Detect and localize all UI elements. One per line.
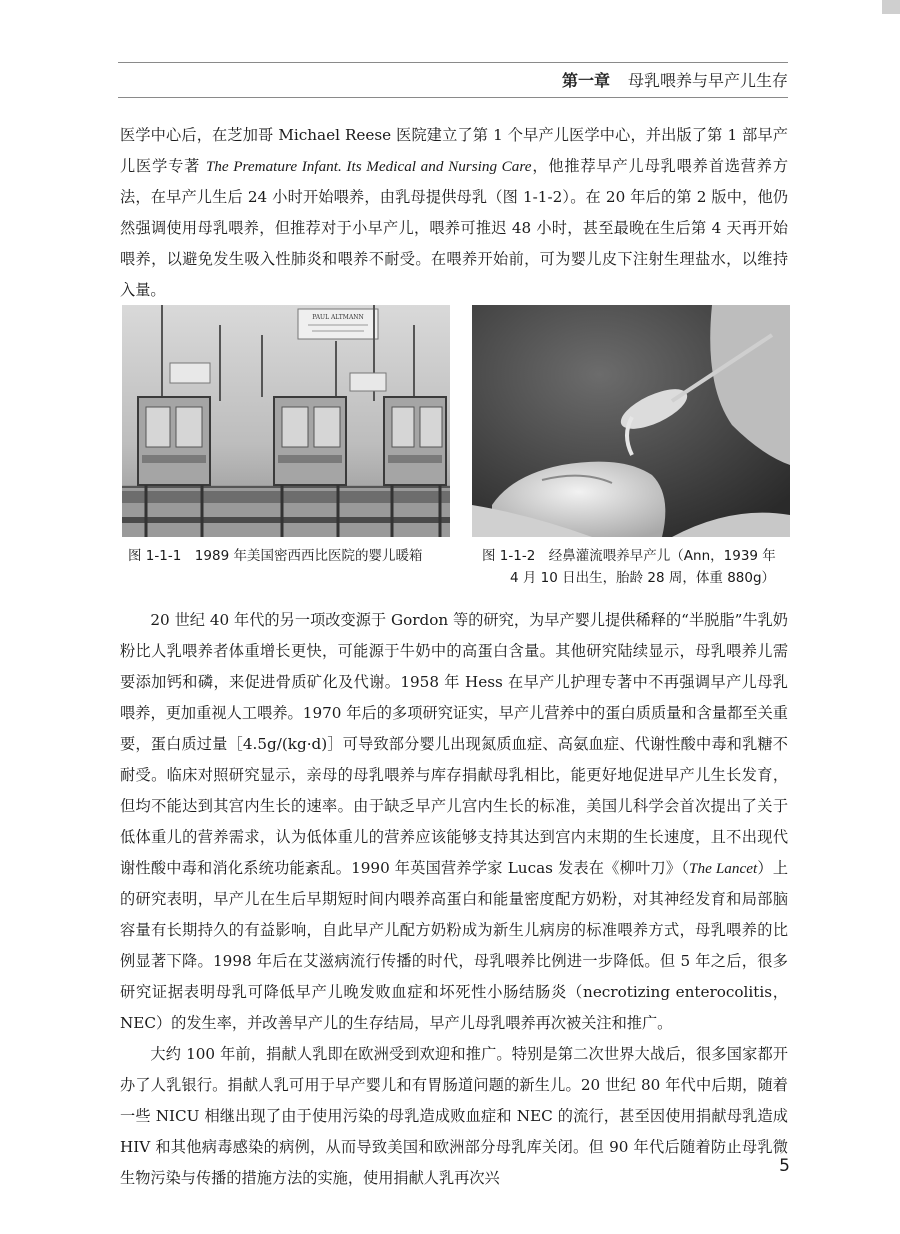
- figure-2-caption-line-1: 图 1-1-2 经鼻灌流喂养早产儿（Ann，1939 年: [482, 548, 776, 564]
- paragraph-1-text-a: 医学中心后，在芝加哥 Michael Reese 医院建立了第 1 个早产儿医学中心，并出版了第 1 部早产儿医学专著: [120, 126, 788, 175]
- header-text: [562, 68, 788, 91]
- corner-mark: [882, 0, 900, 14]
- paragraph-2: [120, 605, 788, 1039]
- sign-text: PAUL ALTMANN: [312, 314, 364, 321]
- page-number: 5: [779, 1156, 790, 1176]
- chapter-label: 第一章: [561, 71, 610, 90]
- incubator-photo: [122, 305, 450, 537]
- book-title: The Premature Infant. Its Medical and Nursing Care: [205, 158, 532, 175]
- paragraph-2-text-a: 20 世纪 40 年代的另一项改变源于 Gordon 等的研究，为早产婴儿提供稀释的“半脱脂”牛乳奶粉比人乳喂养者体重增长更快，可能源于牛奶中的高蛋白含量。其他研究陆续显示，母乳喂养儿需要添加钙和磷，来促进骨质矿化及代谢。1958 年 Hess 在早产儿护理专著中不再强调早产儿母乳喂养，更加重视人工喂养。1970 年后的多项研究证实，早产儿营养中的蛋白质质量和含量都至关重要，蛋白质过量［4.5g/(kg·d)］可导致部分婴儿出现氮质血症、高氨血症、代谢性酸中毒和乳糖不耐受。临床对照研究显示，亲母的母乳喂养与库存捐献母乳相比，能更好地促进早产儿生长发育，但均不能达到其宫内生长的速率。由于缺乏早产儿宫内生长的标准，美国儿科学会首次提出了关于低体重儿的营养需求，认为低体重儿的营养应该能够支持其达到宫内末期的生长速度，且不出现代谢性酸中毒和消化系统功能紊乱。1990 年英国营养学家 Lucas 发表在《柳叶刀》（: [120, 611, 788, 877]
- body-text-lower: [120, 605, 788, 1194]
- paragraph-3: 大约 100 年前，捐献人乳即在欧洲受到欢迎和推广。特别是第二次世界大战后，很多国家都开办了人乳银行。捐献人乳可用于早产婴儿和有胃肠道问题的新生儿。20 世纪 80 年代中后期，随着一些 NICU 相继出现了由于使用污染的母乳造成败血症和 NEC 的流行，甚至因使用捐献母乳造成 HIV 和其他病毒感染的病例，从而导致美国和欧洲部分母乳库关闭。但 90 年代后随着防止母乳微生物污染与传播的措施方法的实施，使用捐献人乳再次兴: [120, 1045, 788, 1187]
- figure-2-caption-line-2: 4 月 10 日出生，胎龄 28 周，体重 880g）: [510, 570, 776, 586]
- paragraph-1: [120, 120, 788, 306]
- paragraph-2-text-b: ）上的研究表明，早产儿在生后早期短时间内喂养高蛋白和能量密度配方奶粉，对其神经发育和局部脑容量有长期持久的有益影响，自此早产儿配方奶粉成为新生儿病房的标准喂养方式，母乳喂养的比例显著下降。1998 年后在艾滋病流行传播的时代，母乳喂养比例进一步降低。但 5 年之后，很多研究证据表明母乳可降低早产儿晚发败血症和坏死性小肠结肠炎（necrotizing enterocolitis，NEC）的发生率，并改善早产儿的生存结局，早产儿母乳喂养再次被关注和推广。: [120, 859, 789, 1032]
- running-header: [118, 62, 788, 98]
- feeding-photo: [472, 305, 790, 537]
- journal-title: The Lancet: [689, 860, 758, 877]
- chapter-title: 母乳喂养与早产儿生存: [627, 71, 788, 90]
- paragraph-1-text-b: ，他推荐早产儿母乳喂养首选营养方法，在早产儿生后 24 小时开始喂养，由乳母提供母乳（图 1-1-2）。在 20 年后的第 2 版中，他仍然强调使用母乳喂养，但推荐对于小早产儿，喂养可推迟 48 小时，甚至最晚在生后第 4 天再开始喂养，以避免发生吸入性肺炎和喂养不耐受。在喂养开始前，可为婴儿皮下注射生理盐水，以维持入量。: [120, 157, 788, 299]
- figure-1-caption: 图 1-1-1 1989 年美国密西西比医院的婴儿暖箱: [128, 548, 423, 564]
- figure-2-caption: [482, 545, 802, 589]
